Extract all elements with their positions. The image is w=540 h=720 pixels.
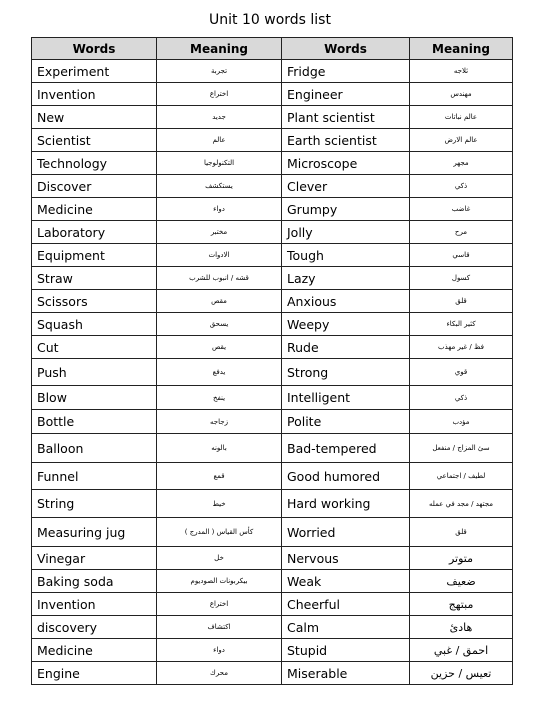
- word-cell: Invention: [32, 593, 157, 616]
- meaning-cell: زجاجه: [157, 410, 282, 434]
- meaning-cell: الادوات: [157, 244, 282, 267]
- meaning-cell: مهندس: [410, 83, 513, 106]
- meaning-cell: قمع: [157, 463, 282, 490]
- table-row: [32, 221, 513, 244]
- word-cell: Tough: [282, 244, 410, 267]
- word-cell: Medicine: [32, 198, 157, 221]
- word-cell: Cheerful: [282, 593, 410, 616]
- word-cell: Clever: [282, 175, 410, 198]
- word-cell: Engine: [32, 662, 157, 685]
- meaning-cell: ينفخ: [157, 386, 282, 410]
- meaning-cell: اختراع: [157, 593, 282, 616]
- word-cell: Squash: [32, 313, 157, 336]
- meaning-cell: لطيف / اجتماعي: [410, 463, 513, 490]
- meaning-cell: اختراع: [157, 83, 282, 106]
- word-cell: Measuring jug: [32, 518, 157, 547]
- table-row: [32, 198, 513, 221]
- meaning-cell: عالم نباتات: [410, 106, 513, 129]
- word-cell: Plant scientist: [282, 106, 410, 129]
- word-cell: Good humored: [282, 463, 410, 490]
- meaning-cell: غاضب: [410, 198, 513, 221]
- meaning-cell: دواء: [157, 639, 282, 662]
- table-row: [32, 83, 513, 106]
- meaning-cell: هادئ: [410, 616, 513, 639]
- word-cell: Push: [32, 359, 157, 386]
- meaning-cell: ذكي: [410, 386, 513, 410]
- page-title: Unit 10 words list: [209, 12, 331, 28]
- table-row: [32, 175, 513, 198]
- table-row: [32, 593, 513, 616]
- word-cell: Medicine: [32, 639, 157, 662]
- table-row: [32, 434, 513, 463]
- meaning-cell: يسحق: [157, 313, 282, 336]
- word-cell: Weak: [282, 570, 410, 593]
- word-cell: Blow: [32, 386, 157, 410]
- meaning-cell: مجهر: [410, 152, 513, 175]
- words-table: [31, 37, 513, 685]
- meaning-cell: قوي: [410, 359, 513, 386]
- word-cell: Scissors: [32, 290, 157, 313]
- table-row: [32, 152, 513, 175]
- word-cell: Invention: [32, 83, 157, 106]
- word-cell: Stupid: [282, 639, 410, 662]
- word-cell: Baking soda: [32, 570, 157, 593]
- meaning-cell: تعيس / حزين: [410, 662, 513, 685]
- meaning-cell: متوتر: [410, 547, 513, 570]
- header-row: [32, 38, 513, 60]
- word-cell: Straw: [32, 267, 157, 290]
- word-cell: Discover: [32, 175, 157, 198]
- meaning-cell: جديد: [157, 106, 282, 129]
- table-row: [32, 60, 513, 83]
- word-cell: Microscope: [282, 152, 410, 175]
- meaning-cell: ثلاجه: [410, 60, 513, 83]
- meaning-cell: بيكربونات الصوديوم: [157, 570, 282, 593]
- header-words: Words: [32, 38, 157, 60]
- meaning-cell: مجتهد / مجد في عمله: [410, 490, 513, 518]
- table-row: [32, 386, 513, 410]
- meaning-cell: كأس القياس ( المدرج ): [157, 518, 282, 547]
- word-cell: Equipment: [32, 244, 157, 267]
- table-body: [32, 60, 513, 685]
- word-cell: Balloon: [32, 434, 157, 463]
- word-cell: Polite: [282, 410, 410, 434]
- meaning-cell: ضعيف: [410, 570, 513, 593]
- table-row: [32, 662, 513, 685]
- meaning-cell: كسول: [410, 267, 513, 290]
- meaning-cell: ذكي: [410, 175, 513, 198]
- word-cell: Laboratory: [32, 221, 157, 244]
- word-cell: Strong: [282, 359, 410, 386]
- header-words: Words: [282, 38, 410, 60]
- header-meaning: Meaning: [410, 38, 513, 60]
- word-cell: Weepy: [282, 313, 410, 336]
- table-row: [32, 106, 513, 129]
- word-cell: Lazy: [282, 267, 410, 290]
- word-cell: Nervous: [282, 547, 410, 570]
- table-row: [32, 490, 513, 518]
- word-cell: Scientist: [32, 129, 157, 152]
- word-cell: Hard working: [282, 490, 410, 518]
- word-cell: Fridge: [282, 60, 410, 83]
- word-cell: Rude: [282, 336, 410, 359]
- word-cell: Experiment: [32, 60, 157, 83]
- table-row: [32, 463, 513, 490]
- table-row: [32, 244, 513, 267]
- table-row: [32, 290, 513, 313]
- meaning-cell: فظ / غير مهذب: [410, 336, 513, 359]
- meaning-cell: يقص: [157, 336, 282, 359]
- word-cell: discovery: [32, 616, 157, 639]
- word-cell: Technology: [32, 152, 157, 175]
- word-cell: Anxious: [282, 290, 410, 313]
- meaning-cell: قاسي: [410, 244, 513, 267]
- table-row: [32, 570, 513, 593]
- word-cell: Cut: [32, 336, 157, 359]
- meaning-cell: كثير البكاء: [410, 313, 513, 336]
- meaning-cell: قشه / انبوب للشرب: [157, 267, 282, 290]
- word-cell: Calm: [282, 616, 410, 639]
- table-row: [32, 616, 513, 639]
- meaning-cell: خل: [157, 547, 282, 570]
- meaning-cell: يستكشف: [157, 175, 282, 198]
- meaning-cell: عالم الارض: [410, 129, 513, 152]
- meaning-cell: خيط: [157, 490, 282, 518]
- table-row: [32, 518, 513, 547]
- header-meaning: Meaning: [157, 38, 282, 60]
- meaning-cell: مؤدب: [410, 410, 513, 434]
- meaning-cell: قلق: [410, 518, 513, 547]
- word-cell: Bad-tempered: [282, 434, 410, 463]
- word-cell: String: [32, 490, 157, 518]
- table-row: [32, 359, 513, 386]
- meaning-cell: يدفع: [157, 359, 282, 386]
- meaning-cell: اكتشاف: [157, 616, 282, 639]
- meaning-cell: عالم: [157, 129, 282, 152]
- table-row: [32, 129, 513, 152]
- word-cell: Miserable: [282, 662, 410, 685]
- meaning-cell: التكنولوجيا: [157, 152, 282, 175]
- word-cell: Funnel: [32, 463, 157, 490]
- word-cell: Jolly: [282, 221, 410, 244]
- meaning-cell: تجربة: [157, 60, 282, 83]
- meaning-cell: احمق / غبي: [410, 639, 513, 662]
- word-cell: Vinegar: [32, 547, 157, 570]
- meaning-cell: مختبر: [157, 221, 282, 244]
- meaning-cell: بالونه: [157, 434, 282, 463]
- table-row: [32, 547, 513, 570]
- meaning-cell: قلق: [410, 290, 513, 313]
- word-cell: New: [32, 106, 157, 129]
- table-row: [32, 410, 513, 434]
- table-row: [32, 336, 513, 359]
- meaning-cell: دواء: [157, 198, 282, 221]
- meaning-cell: مقص: [157, 290, 282, 313]
- meaning-cell: مرح: [410, 221, 513, 244]
- table-row: [32, 267, 513, 290]
- word-cell: Bottle: [32, 410, 157, 434]
- word-cell: Earth scientist: [282, 129, 410, 152]
- meaning-cell: سئ المزاج / منفعل: [410, 434, 513, 463]
- table-row: [32, 639, 513, 662]
- word-cell: Grumpy: [282, 198, 410, 221]
- word-cell: Intelligent: [282, 386, 410, 410]
- word-cell: Engineer: [282, 83, 410, 106]
- meaning-cell: محرك: [157, 662, 282, 685]
- word-cell: Worried: [282, 518, 410, 547]
- table-row: [32, 313, 513, 336]
- meaning-cell: مبتهج: [410, 593, 513, 616]
